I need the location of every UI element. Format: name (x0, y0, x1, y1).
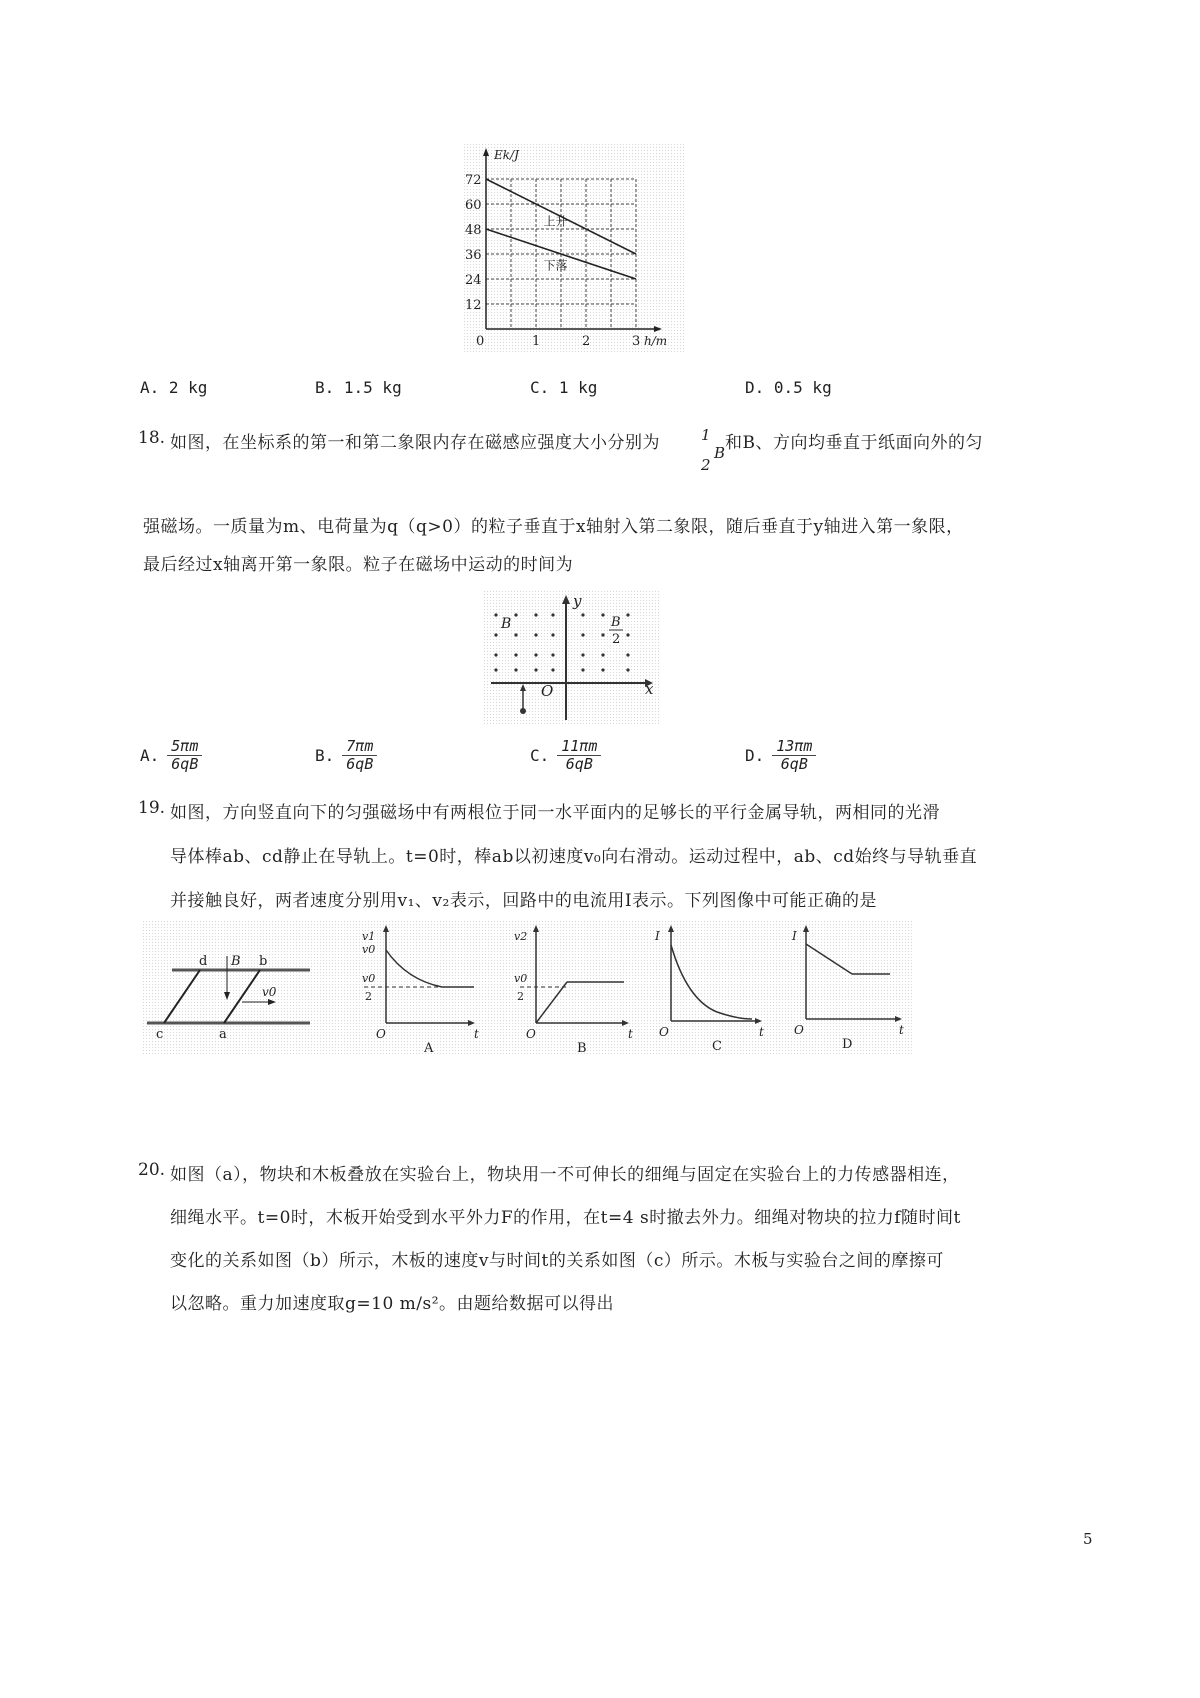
y-tick-label: 72 (465, 173, 482, 188)
graph-a-origin: O (376, 1027, 386, 1041)
b-right-num: B (611, 615, 621, 630)
numerator: 5πm (167, 738, 202, 756)
y-tick-label: 48 (465, 223, 482, 238)
y-axis-arrow-icon (483, 148, 489, 156)
ek-chart-svg (463, 143, 685, 353)
q20-text-line4: 以忽略。重力加速度取g=10 m/s²。由题给数据可以得出 (170, 1294, 615, 1314)
field-dot (514, 668, 517, 671)
label-v0: v0 (262, 985, 277, 999)
half-den: 2 (701, 456, 711, 474)
field-dot (514, 653, 517, 656)
particle-dot (520, 708, 526, 714)
series-label: 下落 (543, 258, 568, 273)
graph-b-half-num: v0 (514, 972, 528, 985)
b-field-arrow-icon (224, 992, 230, 1000)
q18-number: 18. (138, 428, 166, 448)
label-c: c (156, 1027, 164, 1042)
field-dot (581, 668, 584, 671)
denominator: 6qB (565, 755, 593, 774)
q18-text-line1 (170, 428, 660, 453)
graph-b[interactable] (514, 925, 633, 1055)
field-dot (494, 613, 497, 616)
graph-d-ylabel: I (792, 929, 797, 943)
y-tick-label: 36 (465, 248, 482, 263)
denominator: 6qB (346, 755, 374, 774)
page-number: 5 (1083, 1530, 1093, 1548)
graph-b-half-den: 2 (517, 990, 524, 1003)
x-axis-label: h/m (644, 334, 668, 348)
field-dot (534, 633, 537, 636)
field-dot (601, 653, 604, 656)
graph-a-half-num: v0 (362, 972, 376, 985)
x-axis-label: x (645, 680, 654, 698)
y-axis-arrow-icon (562, 595, 570, 604)
x-tick-label: 0 (476, 334, 485, 349)
field-dot (534, 613, 537, 616)
field-dot (601, 668, 604, 671)
option-fraction (557, 738, 601, 774)
y-axis-label: Ek/J (494, 148, 519, 162)
q17-option-d[interactable]: D. 0.5 kg (745, 378, 832, 397)
q19-figures (142, 920, 912, 1055)
q18-option-a[interactable] (140, 738, 202, 774)
q18-option-c[interactable] (530, 738, 601, 774)
field-dot (534, 668, 537, 671)
q19-number: 19. (138, 798, 166, 818)
y-axis-label: y (573, 592, 582, 610)
field-dot (494, 633, 497, 636)
half-num: 1 (701, 426, 711, 444)
label-B: B (231, 954, 241, 969)
field-dot (514, 613, 517, 616)
rails-setup-diagram (147, 954, 310, 1042)
denominator: 6qB (171, 755, 199, 774)
graph-b-origin: O (526, 1027, 536, 1041)
q18-magnetic-field-figure (483, 590, 661, 725)
label-b: b (259, 954, 268, 969)
field-dot (551, 653, 554, 656)
graph-c-origin: O (659, 1025, 669, 1039)
field-dot (534, 653, 537, 656)
graph-d-origin: O (794, 1023, 804, 1037)
graph-a-half-den: 2 (365, 990, 372, 1003)
field-dot (551, 668, 554, 671)
graph-c-t: t (759, 1025, 764, 1039)
q20-text-line2: 细绳水平。t=0时，木板开始受到水平外力F的作用，在t=4 s时撤去外力。细绳对物块的拉力f随时间t (170, 1208, 961, 1228)
q20-text-line3: 变化的关系如图（b）所示，木板的速度v与时间t的关系如图（c）所示。木板与实验台之间的摩擦可 (170, 1251, 944, 1271)
q19-figures-svg (142, 920, 912, 1055)
field-dot (514, 633, 517, 636)
graph-d-label: D (842, 1037, 853, 1052)
origin-label: O (541, 682, 554, 700)
q19-text-line2: 导体棒ab、cd静止在导轨上。t=0时，棒ab以初速度v₀向右滑动。运动过程中，ab、cd始终与导轨垂直 (170, 847, 978, 867)
numerator: 13πm (772, 738, 816, 756)
x-tick-label: 3 (632, 334, 641, 349)
q18-text-line1b: 和B、方向均垂直于纸面向外的匀 (725, 433, 983, 453)
label-a: a (219, 1027, 227, 1042)
graph-c[interactable] (654, 925, 764, 1054)
graph-b-label: B (577, 1041, 587, 1055)
field-dot (581, 653, 584, 656)
x-tick-label: 1 (532, 334, 541, 349)
field-dot (551, 613, 554, 616)
q17-option-b[interactable]: B. 1.5 kg (315, 378, 402, 397)
field-dot (626, 613, 629, 616)
field-dot (551, 633, 554, 636)
q18-figure-svg (483, 590, 661, 725)
label-d: d (199, 954, 208, 969)
q18-text-line2: 强磁场。一质量为m、电荷量为q（q>0）的粒子垂直于x轴射入第二象限，随后垂直于y轴进入第一象限， (143, 517, 964, 537)
q19-text-line1: 如图，方向竖直向下的匀强磁场中有两根位于同一水平面内的足够长的平行金属导轨，两相同的光滑 (170, 803, 940, 823)
x-tick-label: 2 (582, 334, 591, 349)
y-tick-label: 60 (465, 198, 482, 213)
q17-option-c[interactable]: C. 1 kg (530, 378, 598, 397)
graph-d-t: t (899, 1023, 904, 1037)
option-label: D. (745, 746, 765, 766)
x-axis-arrow-icon (654, 326, 662, 332)
field-dots (494, 613, 629, 671)
particle-arrow-icon (520, 684, 526, 691)
option-label: A. (140, 746, 160, 766)
field-dot (626, 633, 629, 636)
option-fraction (167, 738, 202, 774)
option-fraction (772, 738, 816, 774)
q18-option-b[interactable] (315, 738, 377, 774)
option-label: B. (315, 746, 335, 766)
numerator: 11πm (557, 738, 601, 756)
graph-b-ylabel: v2 (514, 930, 528, 943)
y-tick-label: 12 (465, 298, 482, 313)
q18-text-line3: 最后经过x轴离开第一象限。粒子在磁场中运动的时间为 (143, 555, 574, 575)
graph-a[interactable] (362, 925, 479, 1055)
field-dot (626, 653, 629, 656)
graph-a-label: A (424, 1041, 434, 1055)
field-dot (494, 668, 497, 671)
graph-b-t: t (628, 1027, 633, 1041)
field-dot (581, 613, 584, 616)
numerator: 7πm (342, 738, 377, 756)
field-dot (494, 653, 497, 656)
q18-line1-a: 如图，在坐标系的第一和第二象限内存在磁感应强度大小分别为 (170, 433, 660, 453)
field-dot (601, 633, 604, 636)
field-dot (601, 613, 604, 616)
option-fraction (342, 738, 377, 774)
y-tick-label: 24 (465, 273, 482, 288)
option-label: C. (530, 746, 550, 766)
graph-a-ylabel: v1 (362, 930, 376, 943)
graph-d[interactable] (791, 925, 904, 1052)
graph-a-v0: v0 (362, 943, 376, 956)
q20-text-line1: 如图（a），物块和木板叠放在实验台上，物块用一不可伸长的细绳与固定在实验台上的力传感器相连， (170, 1165, 960, 1185)
graph-a-t: t (474, 1027, 479, 1041)
q17-option-a[interactable]: A. 2 kg (140, 378, 208, 397)
q20-number: 20. (138, 1160, 166, 1180)
graph-c-ylabel: I (655, 929, 660, 943)
denominator: 6qB (780, 755, 808, 774)
q17-ek-h-chart (463, 143, 685, 353)
field-dot (581, 633, 584, 636)
field-dot (626, 668, 629, 671)
half-b: B (714, 444, 726, 462)
q18-option-d[interactable] (745, 738, 816, 774)
v0-arrow-icon (268, 999, 276, 1005)
series-label: 上升 (543, 214, 568, 229)
graph-c-label: C (712, 1039, 722, 1054)
q19-text-line3: 并接触良好，两者速度分别用v₁、v₂表示，回路中的电流用I表示。下列图像中可能正确的是 (170, 891, 878, 911)
b-right-den: 2 (612, 632, 621, 647)
b-left-label: B (501, 616, 512, 632)
